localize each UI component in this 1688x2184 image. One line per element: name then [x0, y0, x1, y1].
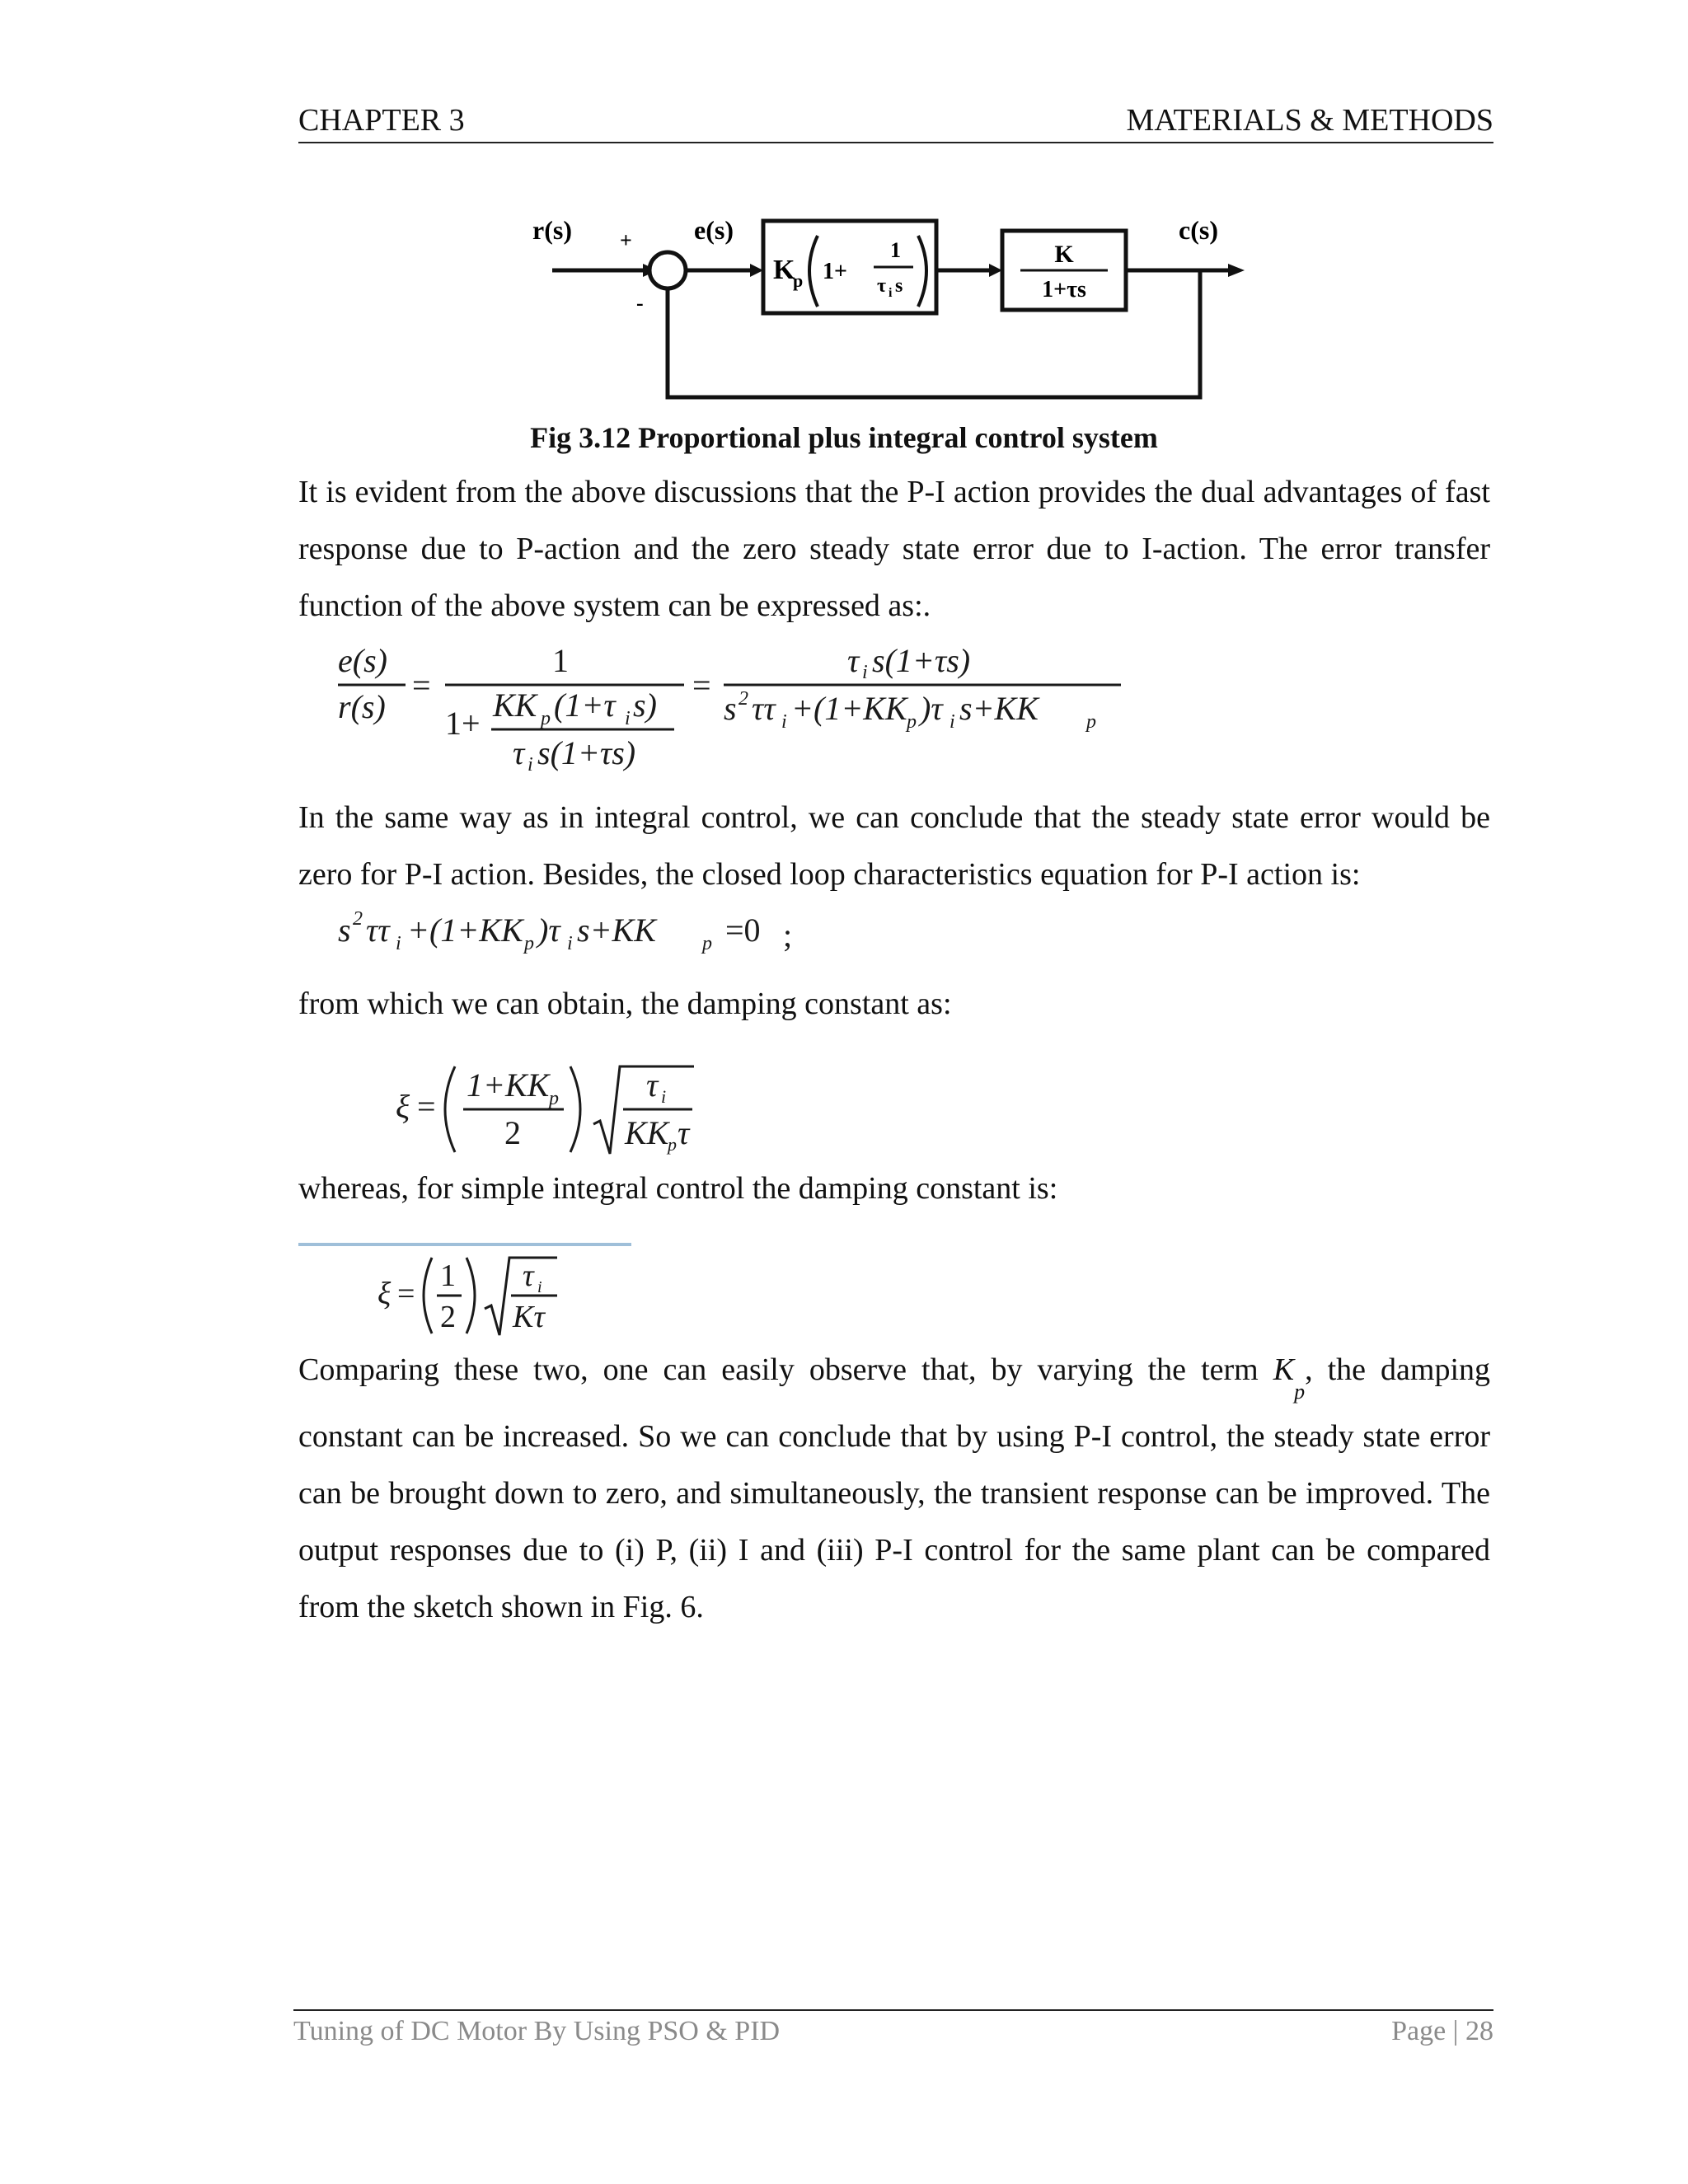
eq3-rad-num: τ: [646, 1066, 659, 1104]
eq1-mid-inner-den-sub: i: [528, 754, 533, 776]
eq1-rhs-den-sub2: p: [907, 711, 917, 733]
equation-error-transfer: [330, 639, 1137, 787]
output-label: c(s): [1179, 215, 1218, 245]
equation-characteristic: [330, 903, 824, 963]
equation-error-transfer-svg: [330, 639, 1137, 787]
blue-rule-divider: [298, 1243, 631, 1246]
eq4-den: 2: [440, 1300, 456, 1334]
plant-num: K: [1054, 241, 1074, 268]
eq1-lhs-num: e(s): [338, 642, 387, 679]
eq4-rad-den: Kτ: [513, 1300, 545, 1334]
eq1-rhs-den-sup: 2: [738, 688, 748, 710]
eq1-rhs-den-c: +(1+KK: [791, 690, 907, 727]
eq1-lhs-den: r(s): [338, 688, 386, 725]
footer-title: Tuning of DC Motor By Using PSO & PID: [293, 2016, 781, 2046]
eq2-sub3: i: [567, 933, 573, 954]
controller-num: 1: [890, 238, 901, 262]
figure-caption: Fig 3.12 Proportional plus integral control system: [530, 421, 1158, 454]
controller-den-tau: τ: [877, 275, 887, 297]
minus-sign: -: [636, 291, 644, 315]
eq3-xi: ξ: [396, 1088, 410, 1125]
eq1-rhs-den-e: s+KK: [959, 690, 1039, 727]
eq1-mid-inner-num-rest: (1+τ: [554, 687, 616, 724]
eq1-rhs-num-sub: i: [862, 662, 868, 683]
controller-den-sub: i: [889, 286, 893, 300]
page-footer: [293, 2009, 1493, 2047]
eq1-mid-inner-den-rest: s(1+τs): [537, 734, 636, 771]
eq1-rhs-den-sub1: i: [781, 711, 787, 733]
eq4-xi: ξ: [377, 1277, 392, 1311]
eq1-rhs-den-d: )τ: [920, 690, 943, 727]
eq4-rad-num-sub: i: [537, 1278, 542, 1296]
eq3-num-sub: p: [549, 1088, 559, 1109]
paragraph-5-start: Comparing these two, one can easily observe that, by varying the term: [298, 1352, 1259, 1387]
block-diagram: [511, 206, 1253, 420]
page-number: Page | 28: [1391, 2016, 1493, 2046]
input-label: r(s): [532, 215, 572, 245]
eq1-mid-inner-num-sub2: i: [625, 708, 631, 729]
equation-pi-damping-svg: [387, 1055, 717, 1162]
eq4-num: 1: [440, 1258, 456, 1293]
eq1-rhs-den-sub3: i: [950, 711, 955, 733]
eq1-mid-inner-num-sub: p: [541, 708, 551, 729]
eq3-rad-den: KK: [625, 1114, 669, 1151]
paragraph-4: whereas, for simple integral control the damping constant is:: [298, 1171, 1058, 1206]
controller-den-s: s: [895, 275, 903, 297]
eq1-rhs-den-sub4: p: [1086, 711, 1096, 733]
eq2-d: )τ: [537, 912, 560, 949]
eq2-c: +(1+KK: [407, 912, 523, 949]
eq4-right-paren: [467, 1258, 475, 1333]
term-kp-k: K: [1273, 1352, 1295, 1387]
eq1-mid-num: 1: [552, 642, 569, 679]
eq2-f: =0: [725, 912, 761, 949]
eq1-rhs-num: τ: [847, 642, 860, 679]
paragraph-5-rest: , the damping constant can be increased. So we can conclude that by using P-I control, the steady state error can be brought down to zero, and simultaneously, the transient response can be improved. The output responses due to (i) P, (ii) I and (iii) P-I control for the same plant can be compared from the sketch shown in Fig. 6.: [298, 1352, 1491, 1624]
equation-characteristic-svg: [330, 903, 824, 963]
eq2-e: s+KK: [577, 912, 656, 949]
eq1-rhs-den-a: s: [724, 690, 737, 727]
eq1-equals-1: =: [412, 667, 431, 704]
paragraph-5: [298, 1342, 1490, 1636]
eq1-mid-inner-den: τ: [513, 734, 525, 771]
summing-junction: [649, 252, 686, 288]
page-header: [298, 97, 1493, 143]
eq4-equals: =: [397, 1277, 415, 1311]
eq3-den: 2: [504, 1114, 521, 1151]
eq2-g: ;: [783, 916, 793, 954]
paragraph-3: from which we can obtain, the damping constant as:: [298, 987, 952, 1021]
equation-integral-damping-svg: [371, 1249, 585, 1340]
term-kp-sub: p: [1294, 1379, 1306, 1404]
block-diagram-svg: [511, 206, 1253, 420]
eq3-rad-den-sub: p: [668, 1134, 677, 1155]
plant-den: 1+τs: [1042, 277, 1086, 302]
controller-one-plus: 1+: [823, 259, 847, 284]
eq2-sub1: i: [396, 933, 401, 954]
controller-gain-sub: p: [793, 270, 804, 291]
paragraph-2: In the same way as in integral control, we can conclude that the steady state error would be zero for P-I action. Besides, the closed loop characteristics equation for P-I action is:: [298, 800, 1490, 892]
term-kp: [1273, 1352, 1306, 1404]
eq1-rhs-num-rest: s(1+τs): [872, 642, 971, 679]
eq3-rad-den-end: τ: [678, 1114, 690, 1151]
eq2-sub2: p: [524, 933, 534, 954]
eq4-rad-num: τ: [523, 1258, 534, 1293]
eq1-mid-one-plus: 1+: [445, 705, 481, 742]
eq3-equals: =: [417, 1088, 436, 1125]
eq3-num: 1+KK: [467, 1066, 550, 1104]
equation-pi-damping: [387, 1055, 717, 1162]
eq2-sub4: p: [702, 933, 712, 954]
chapter-label: CHAPTER 3: [298, 103, 465, 138]
equation-integral-damping: [371, 1249, 585, 1340]
eq1-mid-inner-num: KK: [493, 687, 537, 724]
eq3-rad-num-sub: i: [661, 1086, 667, 1107]
eq2-b: ττ: [366, 912, 390, 949]
plus-sign: +: [620, 228, 632, 252]
eq1-mid-inner-num-end: s): [633, 687, 657, 724]
eq2-sup: 2: [353, 908, 363, 930]
output-arrow: [1228, 264, 1245, 277]
eq4-left-paren: [424, 1258, 432, 1333]
eq3-right-paren: [570, 1066, 580, 1152]
controller-gain: K: [773, 255, 795, 285]
paragraph-1: It is evident from the above discussions that the P-I action provides the dual advantages of fast response due to P-action and the zero steady state error due to I-action. The error transfer function of the above system can be expressed as:.: [298, 475, 1490, 623]
eq1-equals-2: =: [692, 667, 711, 704]
eq2-a: s: [338, 912, 351, 949]
eq1-rhs-den-b: ττ: [752, 690, 776, 727]
error-label: e(s): [694, 215, 734, 245]
section-label: MATERIALS & METHODS: [1126, 103, 1493, 138]
eq3-left-paren: [445, 1066, 455, 1152]
